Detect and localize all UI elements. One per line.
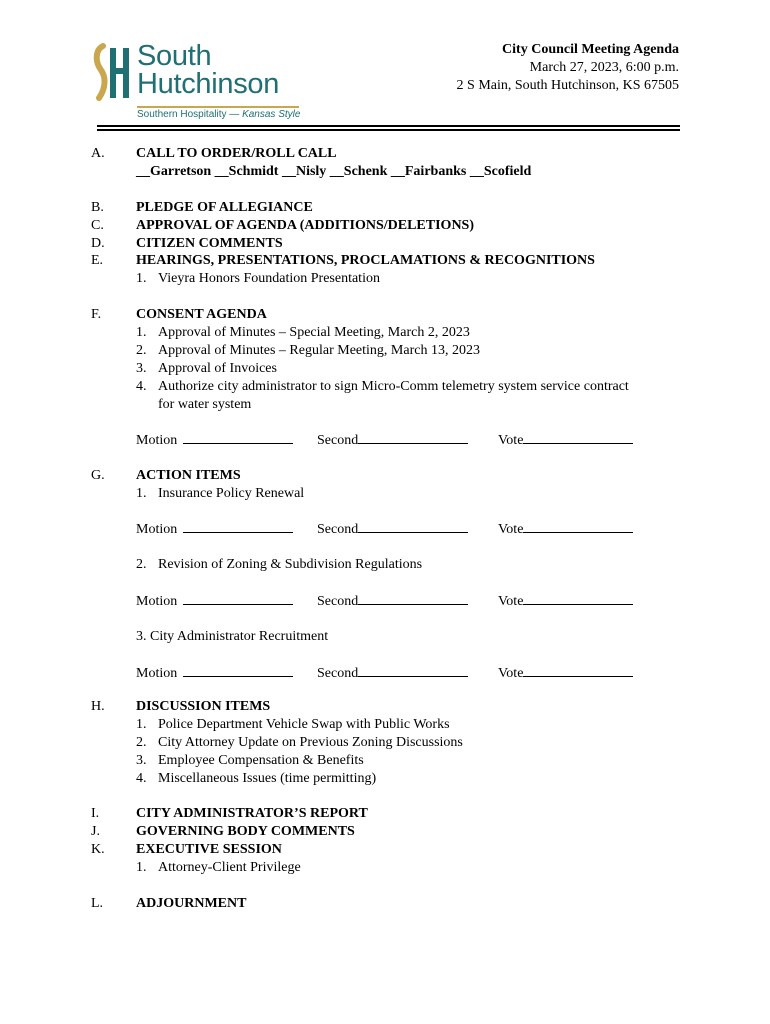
vote-blank[interactable] xyxy=(523,592,633,605)
motion-blank[interactable] xyxy=(183,592,293,605)
second-blank[interactable] xyxy=(358,431,468,444)
section-heading-discussion-items: DISCUSSION ITEMS xyxy=(136,699,271,714)
section-letter-g: G. xyxy=(91,468,105,483)
list-item: 1. Approval of Minutes – Special Meeting, March 2, 2023 xyxy=(136,325,470,340)
list-item: 2. Revision of Zoning & Subdivision Regulations xyxy=(136,557,423,572)
header-rule-bottom xyxy=(97,129,680,131)
city-logo xyxy=(93,42,303,124)
vote-field[interactable]: Vote xyxy=(498,592,633,611)
second-field[interactable]: Second xyxy=(317,520,468,539)
roll-call-list: __Garretson __Schmidt __Nisly __Schenk __Fairbanks __Scofield xyxy=(136,164,532,179)
section-letter-e: E. xyxy=(91,253,104,268)
motion-field[interactable]: Motion xyxy=(136,520,293,539)
logo-tagline: Southern Hospitality — Kansas Style xyxy=(137,109,301,120)
list-item: 3. Approval of Invoices xyxy=(136,361,277,376)
header-rule-top xyxy=(97,125,680,127)
logo-divider xyxy=(137,106,299,108)
section-heading-approval-agenda: APPROVAL OF AGENDA (ADDITIONS/DELETIONS) xyxy=(136,218,475,233)
vote-blank[interactable] xyxy=(523,664,633,677)
vote-field[interactable]: Vote xyxy=(498,431,633,450)
list-item: 3. Employee Compensation & Benefits xyxy=(136,753,364,768)
section-letter-i: I. xyxy=(91,806,100,821)
south-hutchinson-logo-mark xyxy=(93,42,135,104)
list-item-continuation: for water system xyxy=(158,397,252,412)
vote-blank[interactable] xyxy=(523,520,633,533)
logo-text-south: South xyxy=(137,40,212,72)
motion-field[interactable]: Motion xyxy=(136,431,293,450)
section-heading-consent-agenda: CONSENT AGENDA xyxy=(136,307,267,322)
section-letter-f: F. xyxy=(91,307,102,322)
second-blank[interactable] xyxy=(358,664,468,677)
list-item: 2. Approval of Minutes – Regular Meeting, March 13, 2023 xyxy=(136,343,480,358)
section-letter-h: H. xyxy=(91,699,105,714)
section-letter-b: B. xyxy=(91,200,104,215)
section-letter-a: A. xyxy=(91,146,105,161)
list-item: 1. Attorney-Client Privilege xyxy=(136,860,301,875)
meeting-address: 2 S Main, South Hutchinson, KS 67505 xyxy=(456,78,679,93)
vote-field[interactable]: Vote xyxy=(498,664,633,683)
section-heading-governing-body: GOVERNING BODY COMMENTS xyxy=(136,824,355,839)
second-field[interactable]: Second xyxy=(317,664,468,683)
vote-field[interactable]: Vote xyxy=(498,520,633,539)
motion-blank[interactable] xyxy=(183,431,293,444)
motion-field[interactable]: Motion xyxy=(136,664,293,683)
list-item: 3. City Administrator Recruitment xyxy=(136,629,329,644)
section-heading-hearings: HEARINGS, PRESENTATIONS, PROCLAMATIONS & RECOGNITIONS xyxy=(136,253,595,268)
section-heading-administrator-report: CITY ADMINISTRATOR’S REPORT xyxy=(136,806,368,821)
motion-blank[interactable] xyxy=(183,520,293,533)
second-blank[interactable] xyxy=(358,520,468,533)
section-heading-adjournment: ADJOURNMENT xyxy=(136,896,247,911)
section-heading-action-items: ACTION ITEMS xyxy=(136,468,241,483)
logo-text-hutchinson: Hutchinson xyxy=(137,68,280,100)
list-item: 2. City Attorney Update on Previous Zoning Discussions xyxy=(136,735,463,750)
section-heading-call-to-order: CALL TO ORDER/ROLL CALL xyxy=(136,146,337,161)
list-item: 4. Authorize city administrator to sign Micro-Comm telemetry system service contract xyxy=(136,379,629,394)
section-heading-pledge: PLEDGE OF ALLEGIANCE xyxy=(136,200,313,215)
list-item: 1. Insurance Policy Renewal xyxy=(136,486,305,501)
section-letter-l: L. xyxy=(91,896,104,911)
section-letter-d: D. xyxy=(91,236,105,251)
section-letter-j: J. xyxy=(91,824,100,839)
meeting-datetime: March 27, 2023, 6:00 p.m. xyxy=(529,60,679,75)
section-heading-executive-session: EXECUTIVE SESSION xyxy=(136,842,282,857)
vote-blank[interactable] xyxy=(523,431,633,444)
motion-blank[interactable] xyxy=(183,664,293,677)
section-letter-c: C. xyxy=(91,218,104,233)
motion-field[interactable]: Motion xyxy=(136,592,293,611)
second-field[interactable]: Second xyxy=(317,592,468,611)
list-item: 1. Vieyra Honors Foundation Presentation xyxy=(136,271,380,286)
agenda-title: City Council Meeting Agenda xyxy=(502,42,679,57)
section-heading-citizen-comments: CITIZEN COMMENTS xyxy=(136,236,283,251)
second-field[interactable]: Second xyxy=(317,431,468,450)
second-blank[interactable] xyxy=(358,592,468,605)
list-item: 1. Police Department Vehicle Swap with Public Works xyxy=(136,717,450,732)
section-letter-k: K. xyxy=(91,842,105,857)
list-item: 4. Miscellaneous Issues (time permitting) xyxy=(136,771,377,786)
